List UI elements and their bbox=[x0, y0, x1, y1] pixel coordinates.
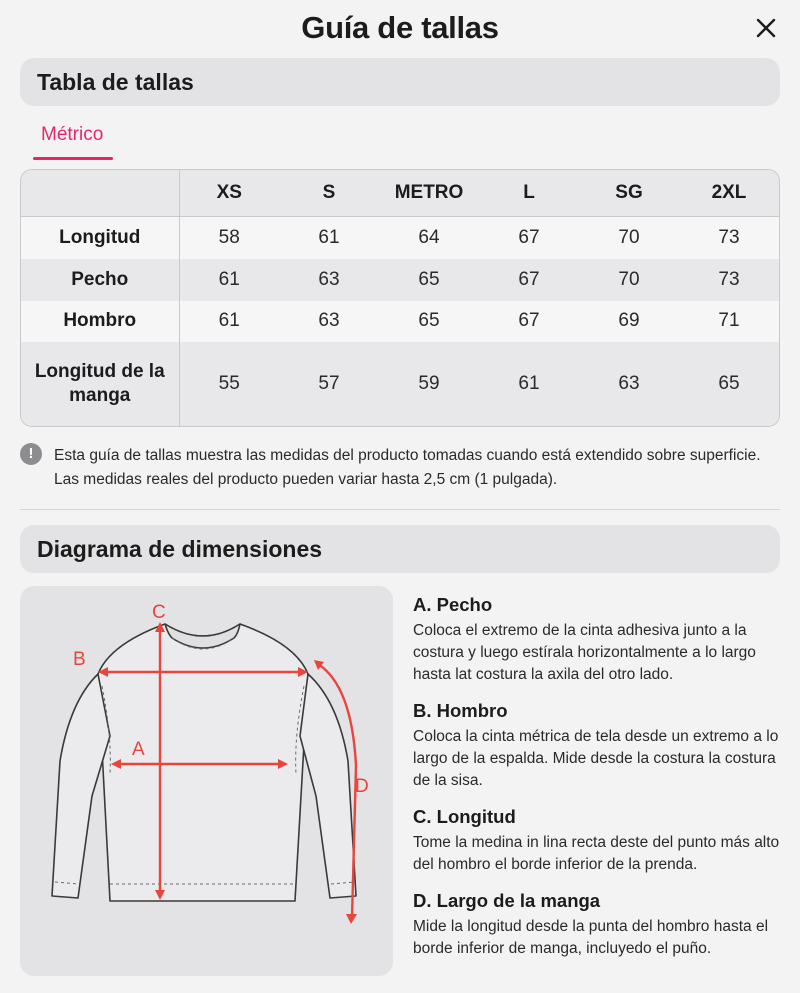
table-cell: 61 bbox=[479, 342, 579, 426]
table-cell: 67 bbox=[518, 226, 540, 248]
table-cell: 61 bbox=[318, 226, 340, 248]
label-b: B bbox=[73, 649, 86, 670]
tab-metric[interactable] bbox=[33, 120, 113, 160]
table-cell: 58 bbox=[218, 226, 240, 248]
table-row bbox=[21, 301, 779, 343]
table-cell: 65 bbox=[418, 310, 440, 332]
table-cell: 57 bbox=[279, 342, 379, 426]
description-length bbox=[413, 806, 793, 876]
table-cell: 70 bbox=[579, 259, 679, 301]
section-title: Tabla de tallas bbox=[37, 69, 194, 95]
size-table bbox=[20, 169, 780, 427]
table-cell: 65 bbox=[679, 342, 779, 426]
description-text: Tome la medina in lina recta deste del punto más alto del hombro el borde inferior de la prenda. bbox=[413, 834, 780, 873]
description-shoulder bbox=[413, 700, 793, 792]
row-label: Hombro bbox=[21, 301, 179, 343]
header bbox=[0, 0, 800, 58]
table-cell: 69 bbox=[618, 310, 640, 332]
table-row bbox=[21, 259, 779, 301]
sweater-diagram bbox=[20, 586, 393, 976]
table-row bbox=[21, 342, 779, 426]
diagram-section-header bbox=[20, 525, 780, 573]
note-text bbox=[54, 444, 761, 492]
exclamation-icon: ! bbox=[20, 443, 42, 465]
tab-label: Métrico bbox=[41, 124, 104, 145]
column-header: XS bbox=[179, 170, 279, 216]
table-cell: 73 bbox=[718, 226, 740, 248]
note-line-1: Esta guía de tallas muestra las medidas del producto tomadas cuando está extendido sobre superficie. bbox=[54, 447, 761, 464]
column-header: L bbox=[479, 170, 579, 216]
sweater-illustration bbox=[20, 586, 393, 976]
tab-active-indicator bbox=[33, 157, 113, 160]
table-cell: 63 bbox=[318, 310, 340, 332]
column-header: SG bbox=[579, 170, 679, 216]
table-cell: 67 bbox=[518, 310, 540, 332]
description-title: D. Largo de la manga bbox=[413, 890, 601, 911]
description-chest bbox=[413, 594, 793, 686]
section-title: Diagrama de dimensiones bbox=[37, 536, 323, 562]
description-sleeve-length bbox=[413, 890, 793, 960]
row-label: Longitud bbox=[21, 216, 179, 259]
close-icon[interactable] bbox=[754, 16, 778, 40]
row-label: Pecho bbox=[21, 259, 179, 301]
column-header: S bbox=[279, 170, 379, 216]
table-cell: 59 bbox=[379, 342, 479, 426]
table-cell: 73 bbox=[679, 259, 779, 301]
divider bbox=[20, 509, 780, 510]
table-cell: 70 bbox=[618, 226, 640, 248]
table-cell: 63 bbox=[279, 259, 379, 301]
label-c: C bbox=[152, 602, 166, 623]
table-corner-cell bbox=[21, 170, 179, 216]
description-title: B. Hombro bbox=[413, 700, 508, 721]
table-cell: 65 bbox=[379, 259, 479, 301]
table-cell: 67 bbox=[479, 259, 579, 301]
table-cell: 61 bbox=[179, 259, 279, 301]
table-cell: 71 bbox=[718, 310, 740, 332]
description-text: Coloca la cinta métrica de tela desde un extremo a lo largo de la espalda. Mide desde la costura la costura de la sisa. bbox=[413, 728, 779, 789]
table-header-row bbox=[21, 170, 779, 216]
row-label: Longitud de la manga bbox=[21, 342, 179, 426]
description-text: Mide la longitud desde la punta del hombro hasta el borde inferior de manga, incluyedo el puño. bbox=[413, 918, 769, 957]
table-row bbox=[21, 216, 779, 259]
column-header: 2XL bbox=[679, 170, 779, 216]
table-cell: 63 bbox=[579, 342, 679, 426]
description-text: Coloca el extremo de la cinta adhesiva junto a la costura y luego estírala horizontalmente a lo largo hasta lat costura la axila del otro lado. bbox=[413, 622, 756, 683]
label-d: D bbox=[355, 776, 369, 797]
note-line-2: Las medidas reales del producto pueden variar hasta 2,5 cm (1 pulgada). bbox=[54, 471, 558, 488]
description-title: C. Longitud bbox=[413, 806, 516, 827]
table-cell: 55 bbox=[179, 342, 279, 426]
measurement-note bbox=[20, 441, 790, 491]
column-header: METRO bbox=[379, 170, 479, 216]
size-table-section-header bbox=[20, 58, 780, 106]
description-title: A. Pecho bbox=[413, 594, 493, 615]
table-cell: 61 bbox=[218, 310, 240, 332]
label-a: A bbox=[132, 739, 145, 760]
page-title: Guía de tallas bbox=[301, 10, 499, 45]
table-cell: 64 bbox=[418, 226, 440, 248]
